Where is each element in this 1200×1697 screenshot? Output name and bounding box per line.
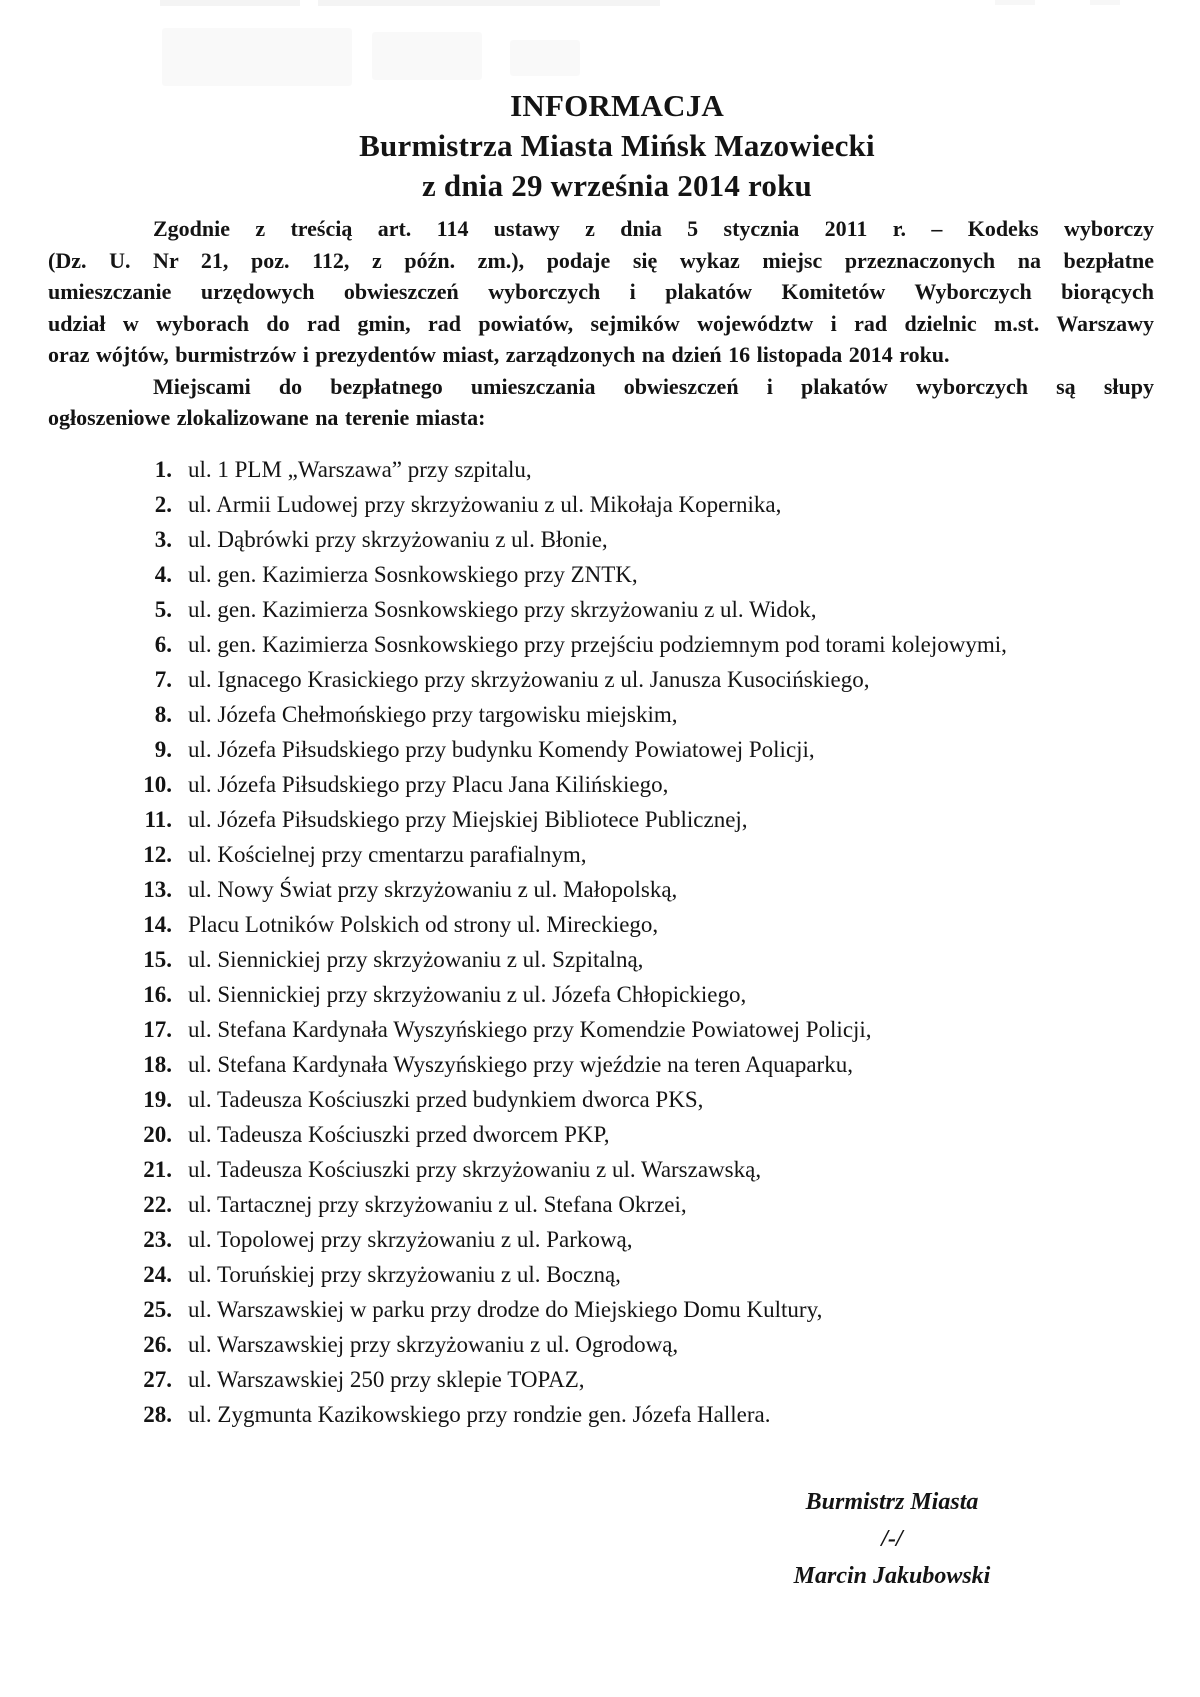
paragraph-line: umieszczanie urzędowych obwieszczeń wyborczych i plakatów Komitetów Wyborczych biorących (48, 279, 1154, 304)
item-text: ul. Ignacego Krasickiego przy skrzyżowaniu z ul. Janusza Kusocińskiego, (188, 667, 870, 692)
list-item (100, 592, 1154, 627)
item-number: 9. (154, 737, 172, 762)
intro-paragraphs (48, 213, 1154, 434)
item-number: 7. (154, 667, 172, 692)
list-item (100, 557, 1154, 592)
item-text: ul. Siennickiej przy skrzyżowaniu z ul. Szpitalną, (188, 947, 644, 972)
item-text: ul. Dąbrówki przy skrzyżowaniu z ul. Błonie, (188, 527, 608, 552)
item-text: ul. Warszawskiej w parku przy drodze do Miejskiego Domu Kultury, (188, 1297, 823, 1322)
list-item (100, 802, 1154, 837)
item-text: ul. Stefana Kardynała Wyszyńskiego przy Komendzie Powiatowej Policji, (188, 1017, 872, 1042)
item-number: 20. (143, 1122, 172, 1147)
item-number: 12. (143, 842, 172, 867)
list-item (100, 837, 1154, 872)
item-text: ul. Toruńskiej przy skrzyżowaniu z ul. Boczną, (188, 1262, 621, 1287)
list-item (100, 1152, 1154, 1187)
list-item (100, 1397, 1154, 1432)
item-text: ul. 1 PLM „Warszawa” przy szpitalu, (188, 457, 532, 482)
list-item (100, 1327, 1154, 1362)
paragraph-line: (Dz. U. Nr 21, poz. 112, z późn. zm.), podaje się wykaz miejsc przeznaczonych na bezpłatne (48, 247, 1154, 273)
list-item (100, 697, 1154, 732)
signature-name: Marcin Jakubowski (793, 1563, 991, 1589)
item-text: ul. Józefa Piłsudskiego przy Miejskiej Bibliotece Publicznej, (188, 807, 748, 832)
item-number: 11. (144, 807, 172, 832)
item-text: ul. Józefa Piłsudskiego przy budynku Komendy Powiatowej Policji, (188, 737, 815, 762)
item-number: 28. (143, 1402, 172, 1427)
locations-list (48, 452, 1154, 1432)
list-item (100, 1012, 1154, 1047)
signature-mark: /-/ (881, 1526, 903, 1552)
item-text: ul. Tadeusza Kościuszki przed budynkiem dworca PKS, (188, 1087, 704, 1112)
item-number: 14. (143, 912, 172, 937)
list-item (100, 662, 1154, 697)
item-text: ul. gen. Kazimierza Sosnkowskiego przy przejściu podziemnym pod torami kolejowymi, (188, 632, 1007, 657)
item-number: 22. (143, 1192, 172, 1217)
list-item (100, 1187, 1154, 1222)
paragraph-line: oraz wójtów, burmistrzów i prezydentów miast, zarządzonych na dzień 16 listopada 2014 roku. (48, 342, 950, 367)
doc-title-line1: INFORMACJA (510, 88, 724, 123)
scan-artifact (160, 0, 300, 6)
item-text: ul. gen. Kazimierza Sosnkowskiego przy ZNTK, (188, 562, 638, 587)
scan-artifact (995, 0, 1035, 5)
list-item (100, 872, 1154, 907)
item-number: 8. (154, 702, 172, 727)
item-text: ul. Warszawskiej przy skrzyżowaniu z ul. Ogrodową, (188, 1332, 679, 1357)
item-text: ul. Stefana Kardynała Wyszyńskiego przy wjeździe na teren Aquaparku, (188, 1052, 853, 1077)
item-number: 15. (143, 947, 172, 972)
signature-title: Burmistrz Miasta (805, 1489, 979, 1515)
list-item (100, 907, 1154, 942)
list-item (100, 522, 1154, 557)
list-item (100, 1362, 1154, 1397)
scan-artifact (510, 40, 580, 76)
item-number: 6. (154, 632, 172, 657)
item-number: 25. (143, 1297, 172, 1322)
item-text: ul. gen. Kazimierza Sosnkowskiego przy skrzyżowaniu z ul. Widok, (188, 597, 817, 622)
item-text: ul. Siennickiej przy skrzyżowaniu z ul. Józefa Chłopickiego, (188, 982, 747, 1007)
list-item (100, 1117, 1154, 1152)
scan-artifact (162, 28, 352, 86)
list-item (100, 1257, 1154, 1292)
paragraph-line: Zgodnie z treścią art. 114 ustawy z dnia 5 stycznia 2011 r. – Kodeks wyborczy (153, 216, 1154, 241)
item-number: 26. (143, 1332, 172, 1357)
item-text: ul. Tartacznej przy skrzyżowaniu z ul. Stefana Okrzei, (188, 1192, 687, 1217)
item-number: 1. (154, 457, 172, 482)
doc-title-line2: Burmistrza Miasta Mińsk Mazowiecki (359, 128, 875, 163)
item-number: 21. (143, 1157, 172, 1182)
item-number: 2. (154, 492, 172, 517)
list-item (100, 1082, 1154, 1117)
item-text: ul. Józefa Piłsudskiego przy Placu Jana Kilińskiego, (188, 772, 669, 797)
list-item (100, 487, 1154, 522)
item-text: ul. Warszawskiej 250 przy sklepie TOPAZ, (188, 1367, 585, 1392)
list-item (100, 732, 1154, 767)
item-number: 10. (143, 772, 172, 797)
scan-artifact (1090, 0, 1120, 5)
list-item (100, 977, 1154, 1012)
item-number: 4. (154, 562, 172, 587)
doc-title-line3: z dnia 29 września 2014 roku (422, 168, 812, 203)
item-number: 24. (143, 1262, 172, 1287)
item-number: 13. (143, 877, 172, 902)
list-item (100, 767, 1154, 802)
item-text: ul. Zygmunta Kazikowskiego przy rondzie gen. Józefa Hallera. (188, 1402, 771, 1427)
item-text: ul. Nowy Świat przy skrzyżowaniu z ul. Małopolską, (188, 877, 678, 902)
item-number: 19. (143, 1087, 172, 1112)
paragraph-line: ogłoszeniowe zlokalizowane na terenie miasta: (48, 405, 486, 430)
document-title (0, 86, 1200, 206)
signature-block (718, 1484, 1066, 1595)
list-item (100, 452, 1154, 487)
item-text: ul. Józefa Chełmońskiego przy targowisku miejskim, (188, 702, 678, 727)
paragraph-line: Miejscami do bezpłatnego umieszczania obwieszczeń i plakatów wyborczych są słupy (153, 373, 1154, 399)
list-item (100, 1222, 1154, 1257)
item-number: 18. (143, 1052, 172, 1077)
item-number: 16. (143, 982, 172, 1007)
list-item (100, 1292, 1154, 1327)
item-text: ul. Kościelnej przy cmentarzu parafialnym, (188, 842, 587, 867)
item-text: ul. Armii Ludowej przy skrzyżowaniu z ul. Mikołaja Kopernika, (188, 492, 782, 517)
item-number: 23. (143, 1227, 172, 1252)
scan-artifact (318, 0, 660, 6)
item-text: ul. Tadeusza Kościuszki przy skrzyżowaniu z ul. Warszawską, (188, 1157, 762, 1182)
list-item (100, 627, 1154, 662)
item-text: ul. Tadeusza Kościuszki przed dworcem PKP, (188, 1122, 610, 1147)
item-number: 3. (154, 527, 172, 552)
item-number: 5. (154, 597, 172, 622)
item-number: 27. (143, 1367, 172, 1392)
item-text: Placu Lotników Polskich od strony ul. Mireckiego, (188, 912, 659, 937)
list-item (100, 942, 1154, 977)
scan-artifact (372, 32, 482, 80)
paragraph-line: udział w wyborach do rad gmin, rad powiatów, sejmików województw i rad dzielnic m.st. Warszawy (48, 310, 1154, 336)
item-text: ul. Topolowej przy skrzyżowaniu z ul. Parkową, (188, 1227, 633, 1252)
item-number: 17. (143, 1017, 172, 1042)
list-item (100, 1047, 1154, 1082)
